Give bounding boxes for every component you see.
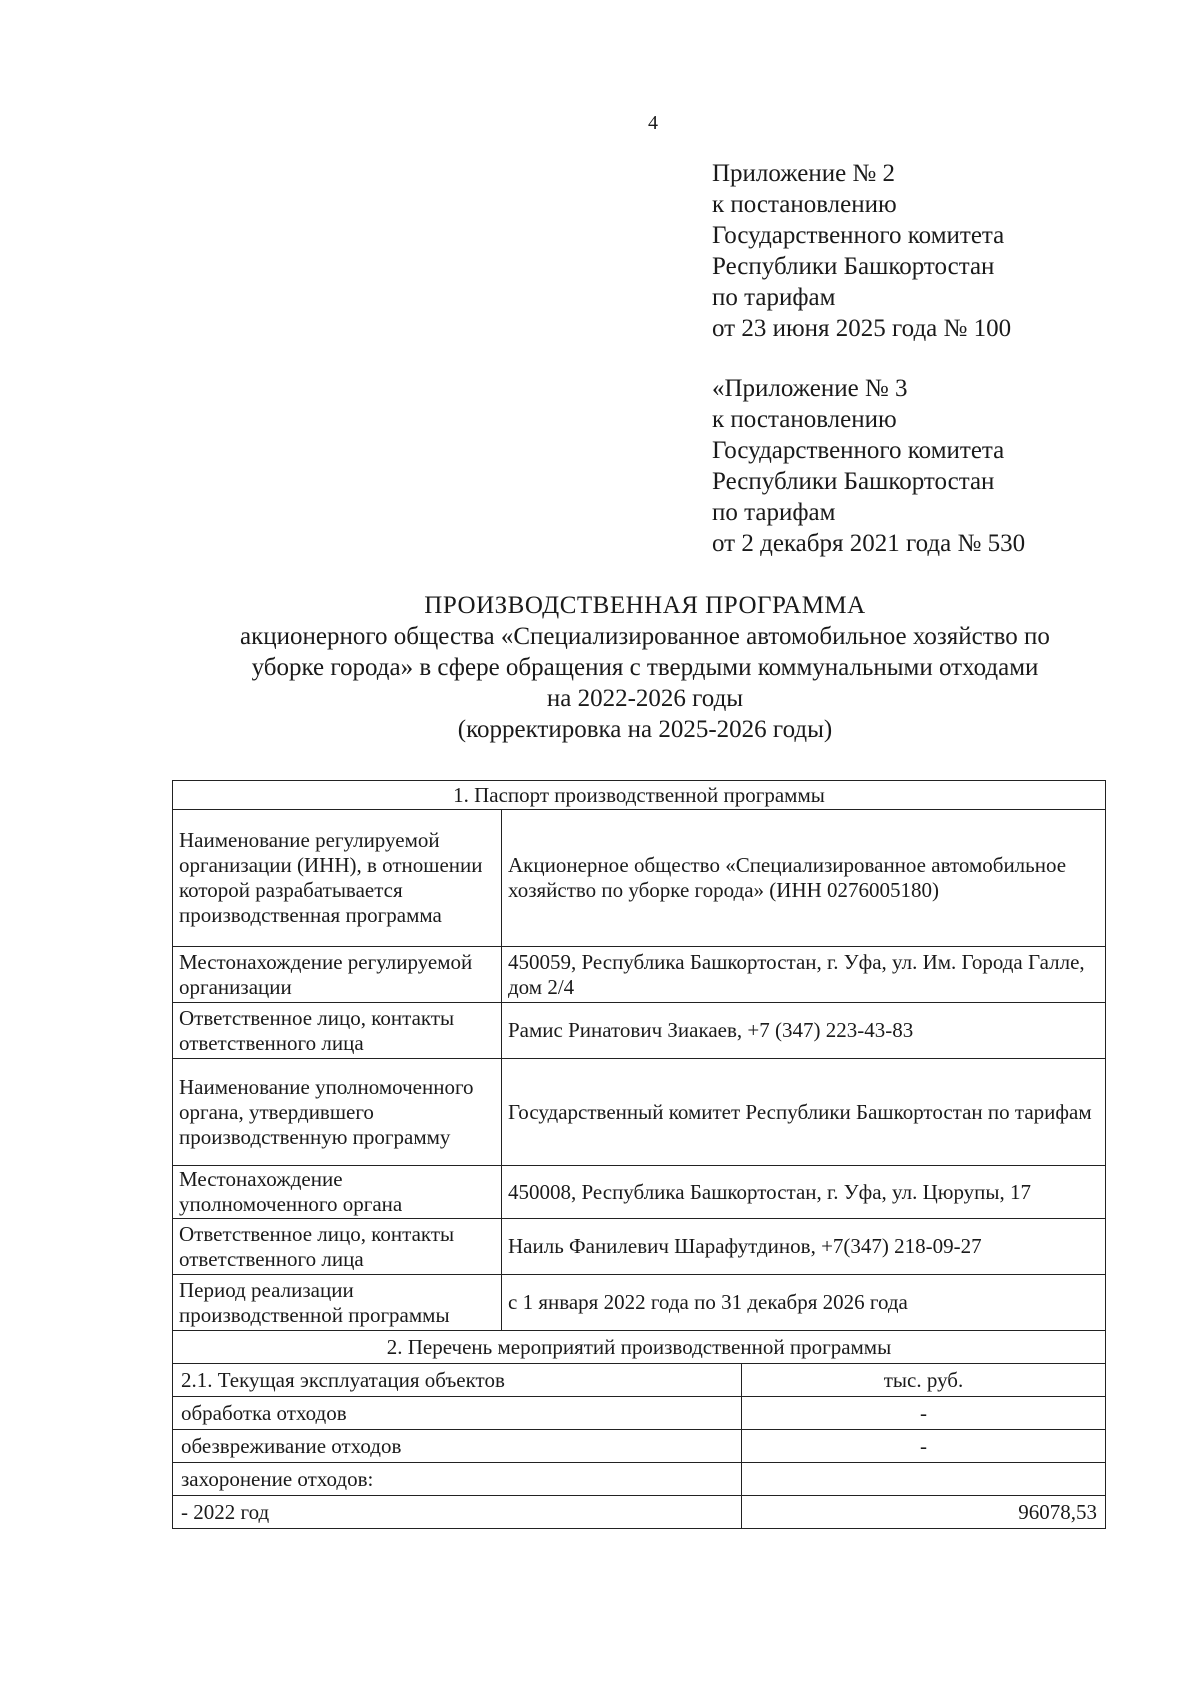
measure-label: - 2022 год [173, 1496, 742, 1529]
appendix-line: Республики Башкортостан [712, 468, 995, 495]
passport-value: Наиль Фанилевич Шарафутдинов, +7(347) 218-09-27 [502, 1219, 1106, 1275]
table-row [173, 1496, 1106, 1529]
title-main: ПРОИЗВОДСТВЕННАЯ ПРОГРАММА [424, 592, 866, 619]
table-row [173, 1275, 1106, 1331]
appendix-line: по тарифам [712, 499, 836, 526]
table-row [173, 1463, 1106, 1496]
table-row [173, 1430, 1106, 1463]
passport-label: Местонахождение регулируемой организации [173, 947, 502, 1003]
measure-value: тыс. руб. [742, 1364, 1106, 1397]
page-number: 4 [648, 112, 658, 134]
appendix-line: к постановлению [712, 406, 897, 433]
appendix-line: «Приложение № 3 [712, 375, 908, 402]
appendix-header-2 [712, 373, 1025, 559]
table-row [173, 1166, 1106, 1219]
document-title [170, 590, 1120, 745]
passport-value: 450059, Республика Башкортостан, г. Уфа, ул. Им. Города Галле, дом 2/4 [502, 947, 1106, 1003]
passport-label: Ответственное лицо, контакты ответственного лица [173, 1003, 502, 1059]
passport-value: Рамис Ринатович Зиакаев, +7 (347) 223-43-83 [502, 1003, 1106, 1059]
passport-value: с 1 января 2022 года по 31 декабря 2026 года [502, 1275, 1106, 1331]
appendix-line: по тарифам [712, 284, 836, 311]
passport-value: Государственный комитет Республики Башкортостан по тарифам [502, 1059, 1106, 1166]
table-row [173, 1059, 1106, 1166]
table-row [173, 1364, 1106, 1397]
table-row [173, 810, 1106, 947]
table-row [173, 1219, 1106, 1275]
passport-label: Наименование уполномоченного органа, утвердившего производственную программу [173, 1059, 502, 1166]
passport-label: Местонахождение уполномоченного органа [173, 1166, 502, 1219]
measures-table [172, 1330, 1106, 1529]
measure-label: обезвреживание отходов [173, 1430, 742, 1463]
title-line: акционерного общества «Специализированное автомобильное хозяйство по [240, 623, 1050, 650]
passport-label: Ответственное лицо, контакты ответственного лица [173, 1219, 502, 1275]
appendix-line: от 23 июня 2025 года № 100 [712, 315, 1012, 342]
table-row [173, 1003, 1106, 1059]
appendix-line: Приложение № 2 [712, 160, 896, 187]
appendix-line: от 2 декабря 2021 года № 530 [712, 530, 1026, 557]
passport-label: Наименование регулируемой организации (ИНН), в отношении которой разрабатывается производственная программа [173, 810, 502, 947]
measure-label: 2.1. Текущая эксплуатация объектов [173, 1364, 742, 1397]
table-row [173, 947, 1106, 1003]
measure-label: обработка отходов [173, 1397, 742, 1430]
table-row [173, 1397, 1106, 1430]
passport-label: Период реализации производственной программы [173, 1275, 502, 1331]
passport-heading: 1. Паспорт производственной программы [173, 781, 1106, 810]
title-line: уборке города» в сфере обращения с твердыми коммунальными отходами [251, 654, 1039, 681]
measures-heading: 2. Перечень мероприятий производственной программы [173, 1331, 1106, 1364]
measure-value [742, 1463, 1106, 1496]
title-line: (корректировка на 2025-2026 годы) [457, 716, 833, 743]
appendix-line: Государственного комитета [712, 222, 1005, 249]
passport-value: Акционерное общество «Специализированное автомобильное хозяйство по уборке города» (ИНН 0276005180) [502, 810, 1106, 947]
measure-label: захоронение отходов: [173, 1463, 742, 1496]
measure-value: - [742, 1397, 1106, 1430]
title-line: на 2022-2026 годы [546, 685, 744, 712]
appendix-header-1 [712, 158, 1011, 344]
appendix-line: Республики Башкортостан [712, 253, 995, 280]
passport-value: 450008, Республика Башкортостан, г. Уфа, ул. Цюрупы, 17 [502, 1166, 1106, 1219]
measure-value: - [742, 1430, 1106, 1463]
appendix-line: Государственного комитета [712, 437, 1005, 464]
passport-table [172, 780, 1106, 1331]
appendix-line: к постановлению [712, 191, 897, 218]
measure-value: 96078,53 [742, 1496, 1106, 1529]
